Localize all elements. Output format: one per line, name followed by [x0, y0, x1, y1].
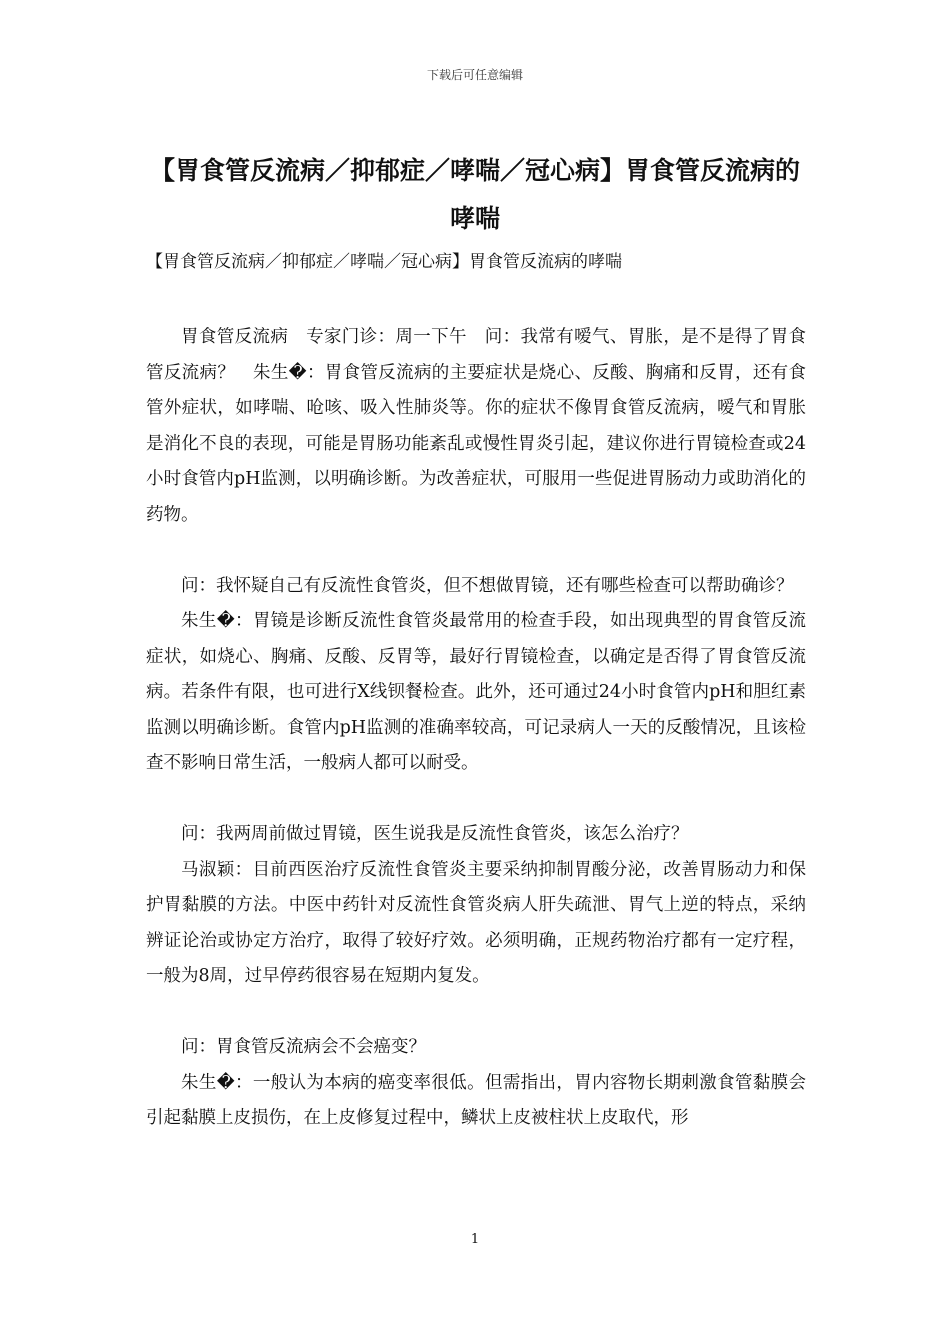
paragraph-answer-2: 朱生�：胃镜是诊断反流性食管炎最常用的检查手段，如出现典型的胃食管反流症状，如烧心、胸痛、反酸、反胃等，最好行胃镜检查，以确定是否得了胃食管反流病。若条件有限，也可进行X线钡餐检查。此外，还可通过24小时食管内pH和胆红素监测以明确诊断。食管内pH监测的准确率较高，可记录病人一天的反酸情况，且该检查不影响日常生活，一般病人都可以耐受。 [146, 611, 806, 773]
paragraph-answer-3: 马淑颖：目前西医治疗反流性食管炎主要采纳抑制胃酸分泌，改善胃肠动力和保护胃黏膜的方法。中医中药针对反流性食管炎病人肝失疏泄、胃气上逆的特点，采纳辨证论治或协定方治疗，取得了较好疗效。必须明确，正规药物治疗都有一定疗程，一般为8周，过早停药很容易在短期内复发。 [146, 859, 806, 986]
paragraph-question-4: 问：胃食管反流病会不会癌变？ [181, 1037, 426, 1057]
paragraph-question-2: 问：我怀疑自己有反流性食管炎，但不想做胃镜，还有哪些检查可以帮助确诊？ [181, 575, 794, 596]
paragraph-answer-4: 朱生�：一般认为本病的癌变率很低。但需指出，胃内容物长期刺激食管黏膜会引起黏膜上皮损伤，在上皮修复过程中，鳞状上皮被柱状上皮取代，形 [146, 1072, 806, 1128]
document-subtitle: 【胃食管反流病／抑郁症／哮喘／冠心病】胃食管反流病的哮喘 [146, 252, 622, 272]
document-title: 【胃食管反流病／抑郁症／哮喘／冠心病】胃食管反流病的哮喘 [149, 156, 800, 233]
paragraph-gap [146, 995, 806, 1031]
article-body [146, 320, 806, 1137]
page-number: 1 [470, 1232, 480, 1247]
paragraph-intro-qa: 胃食管反流病 专家门诊：周一下午 问：我常有嗳气、胃胀，是不是得了胃食管反流病？ 朱生�：胃食管反流病的主要症状是烧心、反酸、胸痛和反胃，还有食管外症状，如哮喘、呛咳、吸入性肺炎等。你的症状不像胃食管反流病，嗳气和胃胀是消化不良的表现，可能是胃肠功能紊乱或慢性胃炎引起，建议你进行胃镜检查或24小时食管内pH监测，以明确诊断。为改善症状，可服用一些促进胃肠动力或助消化的药物。 [146, 327, 806, 525]
paragraph-gap [146, 782, 806, 818]
paragraph-gap [146, 533, 806, 569]
paragraph-question-3: 问：我两周前做过胃镜，医生说我是反流性食管炎，该怎么治疗？ [181, 824, 689, 844]
download-editable-note: 下载后可任意编辑 [426, 68, 523, 82]
